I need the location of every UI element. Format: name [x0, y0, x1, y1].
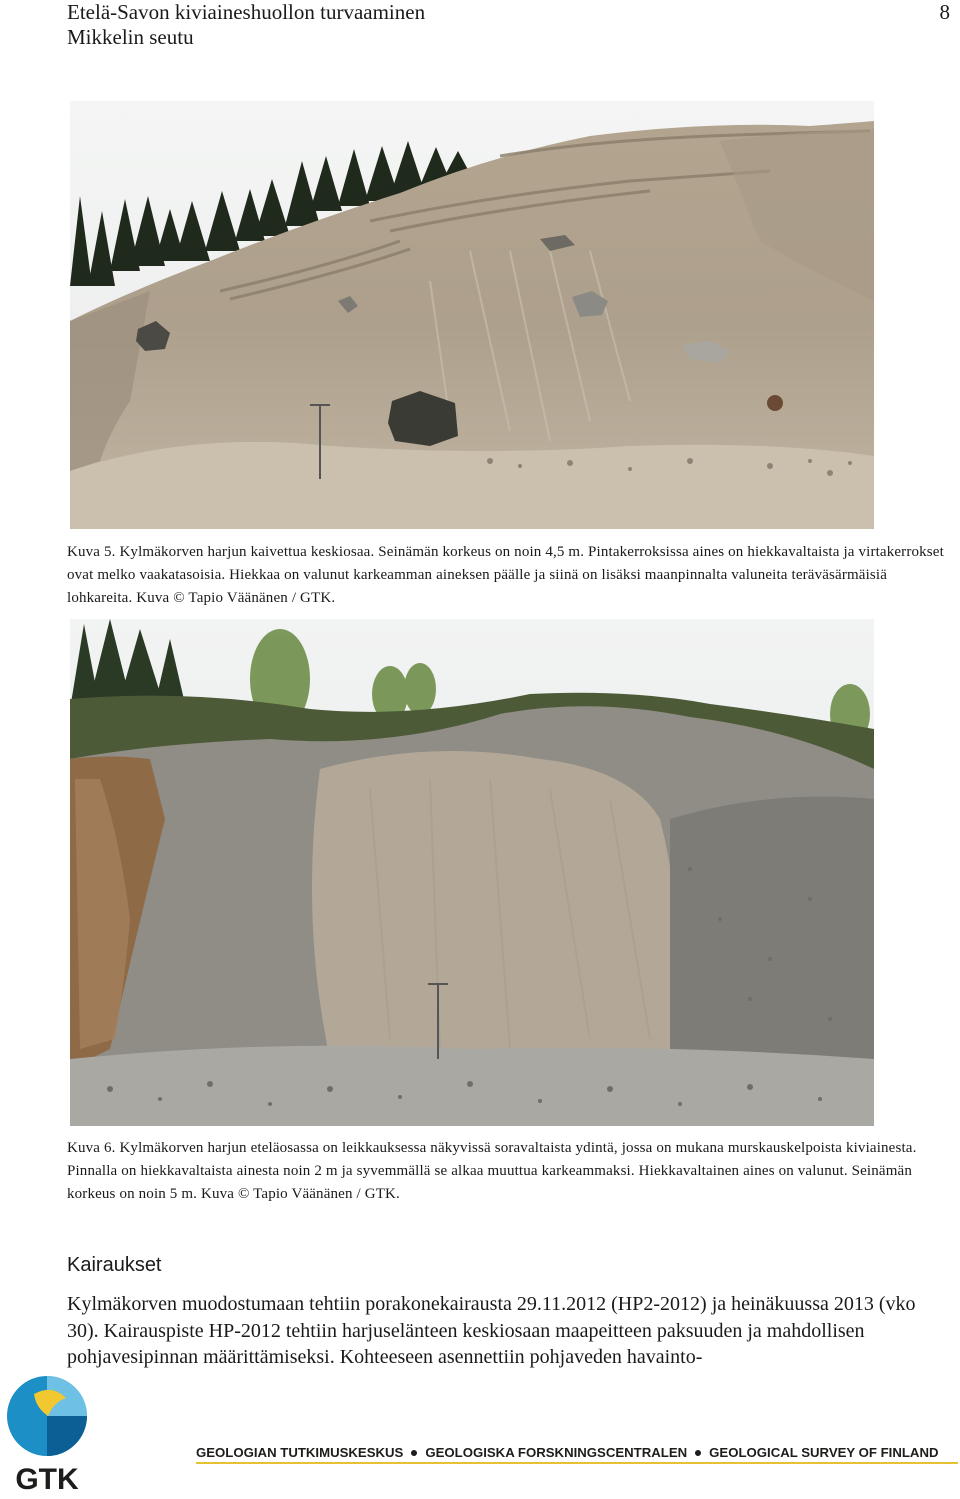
footer-rule: [196, 1462, 958, 1464]
running-header-subtitle: Mikkelin seutu: [67, 25, 194, 49]
org-name-sv: GEOLOGISKA FORSKNINGSCENTRALEN: [425, 1445, 688, 1460]
figure-5-caption: Kuva 5. Kylmäkorven harjun kaivettua keskiosaa. Seinämän korkeus on noin 4,5 m. Pintakerroksissa aines on hiekkavaltaista ja virtakerrokset ovat melko vaakatasoisia. Hiekkaa on valunut karkeamman aineksen päälle ja siinä on lisäksi maanpinnalta valuneita teräväsärmäisiä lohkareita. Kuva © Tapio Väänänen / GTK.: [67, 544, 944, 606]
gtk-logo: [4, 1374, 90, 1494]
gtk-logo-text: GTK: [15, 1463, 79, 1494]
separator-dot: [411, 1450, 417, 1456]
section-heading: Kairaukset: [67, 1254, 162, 1276]
separator-dot: [695, 1450, 701, 1456]
body-paragraph: Kylmäkorven muodostumaan tehtiin porakonekairausta 29.11.2012 (HP2-2012) ja heinäkuussa 2013 (vko 30). Kairauspiste HP-2012 tehtiin harjuselänteen keskiosaan maapeitteen paksuuden ja mahdollisen pohjavesipinnan määrittämiseksi. Kohteeseen asennettiin pohjaveden havainto-: [67, 1293, 916, 1368]
running-header-title: Etelä-Savon kiviaineshuollon turvaaminen: [67, 0, 426, 24]
org-name-fi: GEOLOGIAN TUTKIMUSKESKUS: [196, 1445, 404, 1460]
org-name-en: GEOLOGICAL SURVEY OF FINLAND: [709, 1445, 939, 1460]
figure-6-caption: Kuva 6. Kylmäkorven harjun eteläosassa on leikkauksessa näkyvissä soravaltaista ydintä, jossa on mukana murskauskelpoista kiviainesta. Pinnalla on hiekkavaltaista ainesta noin 2 m ja syvemmällä se alkaa muuttua karkeammaksi. Hiekkavaltainen aines on valunut. Seinämän korkeus on noin 5 m. Kuva © Tapio Väänänen / GTK.: [67, 1140, 917, 1202]
footer-organization-names: [196, 1444, 939, 1462]
photo-esker-central-section: [70, 101, 874, 529]
page-number: 8: [939, 0, 950, 24]
photo-esker-southern-section: [70, 619, 874, 1126]
